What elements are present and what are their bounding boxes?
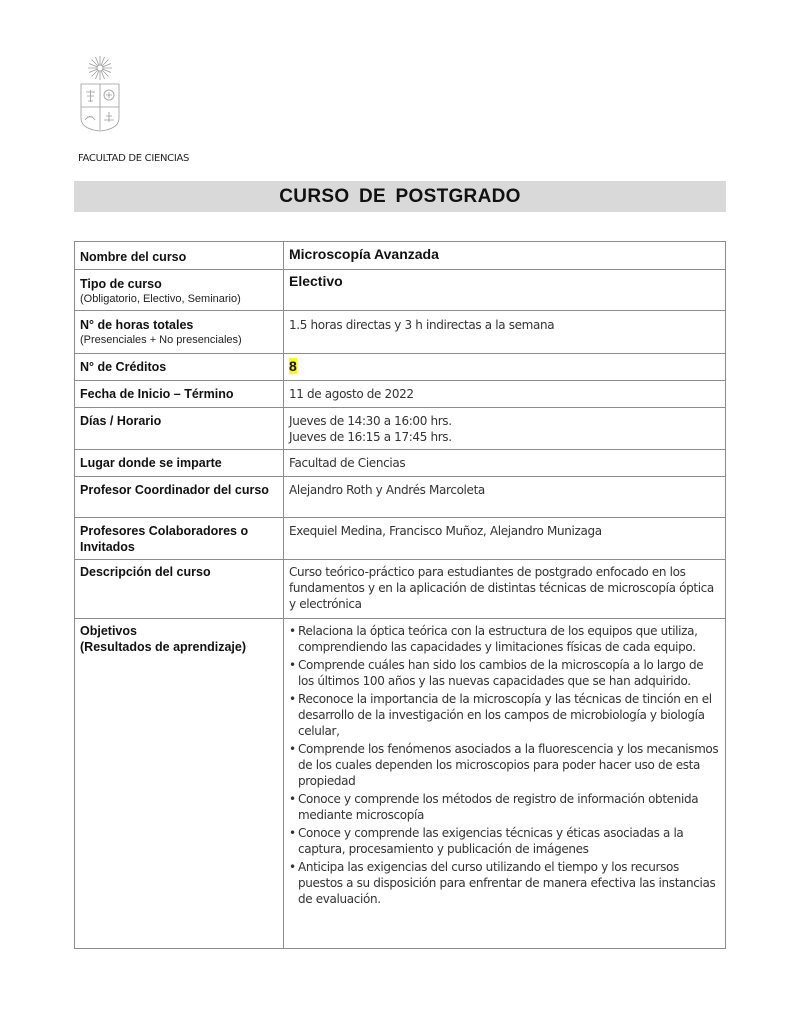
credits-value: 8 bbox=[289, 358, 297, 374]
objective-text: Anticipa las exigencias del curso utilizando el tiempo y los recursos puestos a su disposición para enfrentar de manera efectiva las instancias de evaluación. bbox=[298, 860, 716, 906]
collaborators-value: Exequiel Medina, Francisco Muñoz, Alejandro Munizaga bbox=[284, 518, 726, 560]
title-banner bbox=[74, 181, 726, 212]
row-label: Lugar donde se imparte bbox=[75, 450, 284, 477]
page-title: CURSO DE POSTGRADO bbox=[279, 186, 521, 207]
objectives-list bbox=[289, 623, 720, 907]
row-label-cell bbox=[75, 311, 284, 354]
list-item bbox=[289, 791, 720, 823]
university-seal-icon bbox=[79, 54, 121, 132]
objective-text: Reconoce la importancia de la microscopía y las técnicas de tinción en el desarrollo de la investigación en los campos de microbiología y biología celular, bbox=[298, 692, 712, 738]
faculty-name: FACULTAD DE CIENCIAS bbox=[78, 153, 190, 164]
bullet: • bbox=[289, 692, 296, 706]
row-label: Fecha de Inicio – Término bbox=[75, 381, 284, 408]
table-row bbox=[75, 354, 726, 381]
table-row bbox=[75, 477, 726, 518]
objectives-cell bbox=[284, 619, 726, 949]
bullet: • bbox=[289, 742, 296, 756]
table-row bbox=[75, 518, 726, 560]
objective-text: Comprende los fenómenos asociados a la fluorescencia y los mecanismos de los cuales dependen los microscopios para poder hacer uso de esta propiedad bbox=[298, 742, 719, 788]
list-item bbox=[289, 691, 720, 739]
table-row bbox=[75, 381, 726, 408]
bullet: • bbox=[289, 792, 296, 806]
description-value: Curso teórico-práctico para estudiantes de postgrado enfocado en los fundamentos y en la aplicación de distintas técnicas de microscopía óptica y electrónica bbox=[284, 560, 726, 619]
row-sublabel: (Presenciales + No presenciales) bbox=[80, 334, 242, 346]
row-label: Profesores Colaboradores o Invitados bbox=[75, 518, 284, 560]
objective-text: Conoce y comprende los métodos de registro de información obtenida mediante microscopía bbox=[298, 792, 699, 822]
bullet: • bbox=[289, 658, 296, 672]
course-name-value: Microscopía Avanzada bbox=[284, 242, 726, 270]
coordinator-value: Alejandro Roth y Andrés Marcoleta bbox=[284, 477, 726, 518]
objective-text: Conoce y comprende las exigencias técnicas y éticas asociadas a la captura, procesamiento y publicación de imágenes bbox=[298, 826, 684, 856]
row-label: N° de horas totales bbox=[80, 318, 194, 332]
table-row bbox=[75, 450, 726, 477]
row-label: N° de Créditos bbox=[75, 354, 284, 381]
list-item bbox=[289, 825, 720, 857]
course-info-table bbox=[74, 241, 726, 949]
bullet: • bbox=[289, 624, 296, 638]
row-label-secondary: (Resultados de aprendizaje) bbox=[80, 640, 247, 654]
total-hours-value: 1.5 horas directas y 3 h indirectas a la semana bbox=[284, 311, 726, 354]
row-label-cell bbox=[75, 270, 284, 311]
schedule-line: Jueves de 14:30 a 16:00 hrs. bbox=[289, 414, 452, 428]
credits-cell bbox=[284, 354, 726, 381]
list-item bbox=[289, 657, 720, 689]
bullet: • bbox=[289, 860, 296, 874]
row-label-cell bbox=[75, 619, 284, 949]
list-item bbox=[289, 859, 720, 907]
row-sublabel: (Obligatorio, Electivo, Seminario) bbox=[80, 293, 241, 305]
course-type-value: Electivo bbox=[284, 270, 726, 311]
objective-text: Relaciona la óptica teórica con la estructura de los equipos que utiliza, comprendiendo las capacidades y limitaciones físicas de cada equipo. bbox=[298, 624, 698, 654]
table-row bbox=[75, 270, 726, 311]
row-label: Tipo de curso bbox=[80, 277, 162, 291]
table-row bbox=[75, 619, 726, 949]
table-row bbox=[75, 311, 726, 354]
bullet: • bbox=[289, 826, 296, 840]
row-label: Nombre del curso bbox=[75, 242, 284, 270]
table-row bbox=[75, 408, 726, 450]
row-label: Descripción del curso bbox=[75, 560, 284, 619]
row-label: Días / Horario bbox=[75, 408, 284, 450]
location-value: Facultad de Ciencias bbox=[284, 450, 726, 477]
start-date-value: 11 de agosto de 2022 bbox=[284, 381, 726, 408]
schedule-cell bbox=[284, 408, 726, 450]
table-row bbox=[75, 560, 726, 619]
row-label: Profesor Coordinador del curso bbox=[75, 477, 284, 518]
list-item bbox=[289, 741, 720, 789]
row-label: Objetivos bbox=[80, 624, 137, 638]
list-item bbox=[289, 623, 720, 655]
schedule-line: Jueves de 16:15 a 17:45 hrs. bbox=[289, 430, 452, 444]
table-row bbox=[75, 242, 726, 270]
objective-text: Comprende cuáles han sido los cambios de la microscopía a lo largo de los últimos 100 años y las nuevas capacidades que se han adquirido. bbox=[298, 658, 704, 688]
